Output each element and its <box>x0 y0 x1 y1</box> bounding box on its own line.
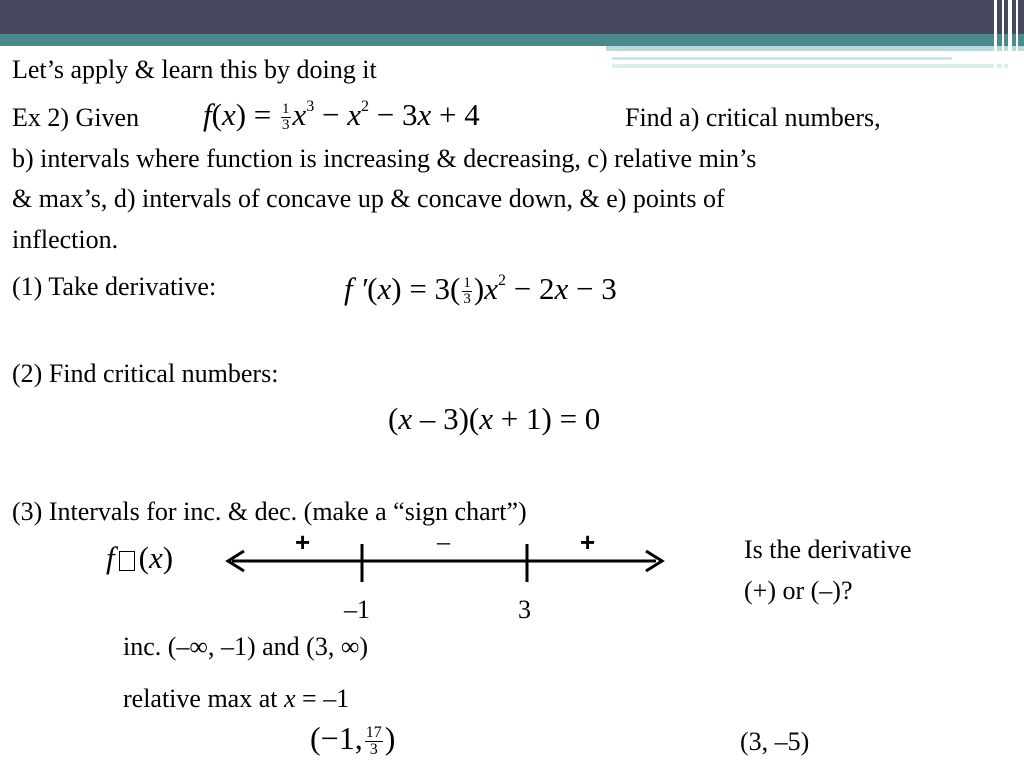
task-line: b) intervals where function is increasing & decreasing, c) relative min’s <box>12 144 757 173</box>
relative-max-point: (−1, $\frac{17}{3}$ ) <box>310 720 396 759</box>
step2-label: (2) Find critical numbers: <box>12 359 279 388</box>
step1-label: (1) Take derivative: <box>12 272 217 301</box>
derivative-equation: f ′(x) = 3( $\frac{1}{3}$ )$x^2 - 2x - 3$ <box>344 271 617 308</box>
question-line: Is the derivative <box>744 535 912 564</box>
sign-positive: + <box>295 527 311 557</box>
sign-negative: – <box>437 527 450 556</box>
task-line: & max’s, d) intervals of concave up & concave down, & e) points of <box>12 184 725 213</box>
relative-max-statement: relative max at x = –1 <box>123 684 350 713</box>
example-label: Ex 2) Given <box>12 103 140 132</box>
task-line: inflection. <box>12 225 119 254</box>
find-instruction: Find a) critical numbers, <box>625 103 881 132</box>
relative-min-point: (3, –5) <box>740 727 810 756</box>
tick-label: 3 <box>518 595 531 624</box>
factored-equation: (x – 3)(x + 1) = 0 <box>388 401 601 436</box>
question-line: (+) or (–)? <box>744 576 853 605</box>
tick-label: –1 <box>344 595 370 624</box>
step3-label: (3) Intervals for inc. & dec. (make a “sign chart”) <box>12 497 527 526</box>
fraction-one-third: $\frac{1}{3}$ <box>463 275 471 308</box>
function-definition: f(x) = $\frac{1}{3}$ $x^3 - x^2 - 3x + 4$ <box>203 97 480 134</box>
slide-heading: Let’s apply & learn this by doing it <box>12 55 377 84</box>
sign-chart-function-label: f (x) <box>106 540 174 575</box>
fraction-one-third: $\frac{1}{3}$ <box>282 101 290 134</box>
increasing-intervals: inc. (–∞, –1) and (3, ∞) <box>123 632 369 661</box>
sign-positive: + <box>580 527 596 557</box>
